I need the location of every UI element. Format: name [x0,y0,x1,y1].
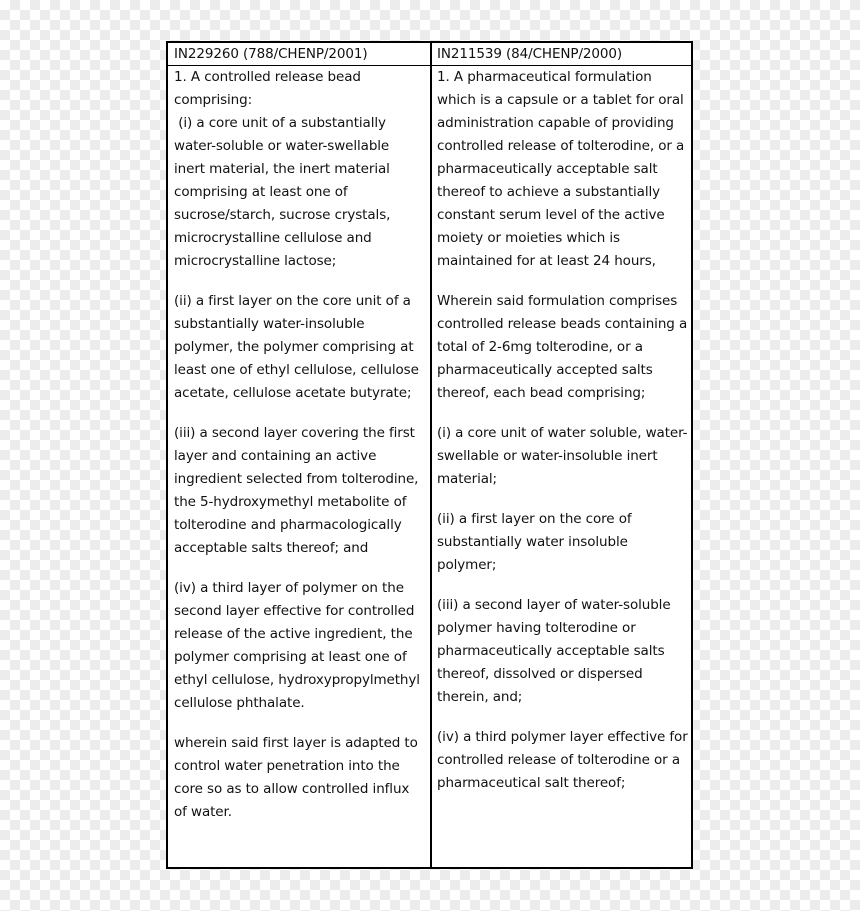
right-column-header: IN211539 (84/CHENP/2000) [437,46,623,62]
right-para-4: (ii) a first layer on the core of substantially water insoluble polymer; [437,511,632,573]
left-para-1 [174,66,424,273]
left-column-header: IN229260 (788/CHENP/2001) [174,46,368,62]
right-para-2: Wherein said formulation comprises controlled release beads containing a total of 2-6mg tolterodine, or a pharmaceutically accepted salts thereof, each bead comprising; [437,293,688,401]
right-para-5: (iii) a second layer of water-soluble polymer having tolterodine or pharmaceutically acceptable salts thereof, dissolved or dispersed therein, and; [437,597,671,705]
left-para-4: (iv) a third layer of polymer on the second layer effective for controlled release of the active ingredient, the polymer comprising at least one of ethyl cellulose, hydroxypropylmethyl cellulose phthalate. [174,580,420,711]
right-claim-text [437,66,689,795]
right-para-6: (iv) a third polymer layer effective for controlled release of tolterodine or a pharmaceutical salt thereof; [437,729,688,791]
left-para-5: wherein said first layer is adapted to control water penetration into the core so as to allow controlled influx of water. [174,735,418,820]
left-para-2: (ii) a first layer on the core unit of a substantially water-insoluble polymer, the polymer comprising at least one of ethyl cellulose, cellulose acetate, cellulose acetate butyrate; [174,293,419,401]
right-para-3: (i) a core unit of water soluble, water-swellable or water-insoluble inert material; [437,425,688,487]
left-column [168,43,430,867]
left-claim-text [174,66,424,824]
claims-comparison-table [166,41,693,869]
left-para-3: (iii) a second layer covering the first layer and containing an active ingredient selected from tolterodine, the 5-hydroxymethyl metabolite of tolterodine and pharmacologically acceptable salts thereof; and [174,425,419,556]
left-para-1-line-2: (i) a core unit of a substantially water-soluble or water-swellable inert material, the inert material comprising at least one of sucrose/starch, sucrose crystals, microcrystalline cellulose and microcrystalline lactose; [174,115,391,269]
left-para-1-line-1: 1. A controlled release bead comprising: [174,69,361,108]
right-para-1: 1. A pharmaceutical formulation which is a capsule or a tablet for oral administration capable of providing controlled release of tolterodine, or a pharmaceutically acceptable salt thereof to achieve a substantially constant serum level of the active moiety or moieties which is maintained for at least 24 hours, [437,69,685,269]
right-column [432,43,693,867]
